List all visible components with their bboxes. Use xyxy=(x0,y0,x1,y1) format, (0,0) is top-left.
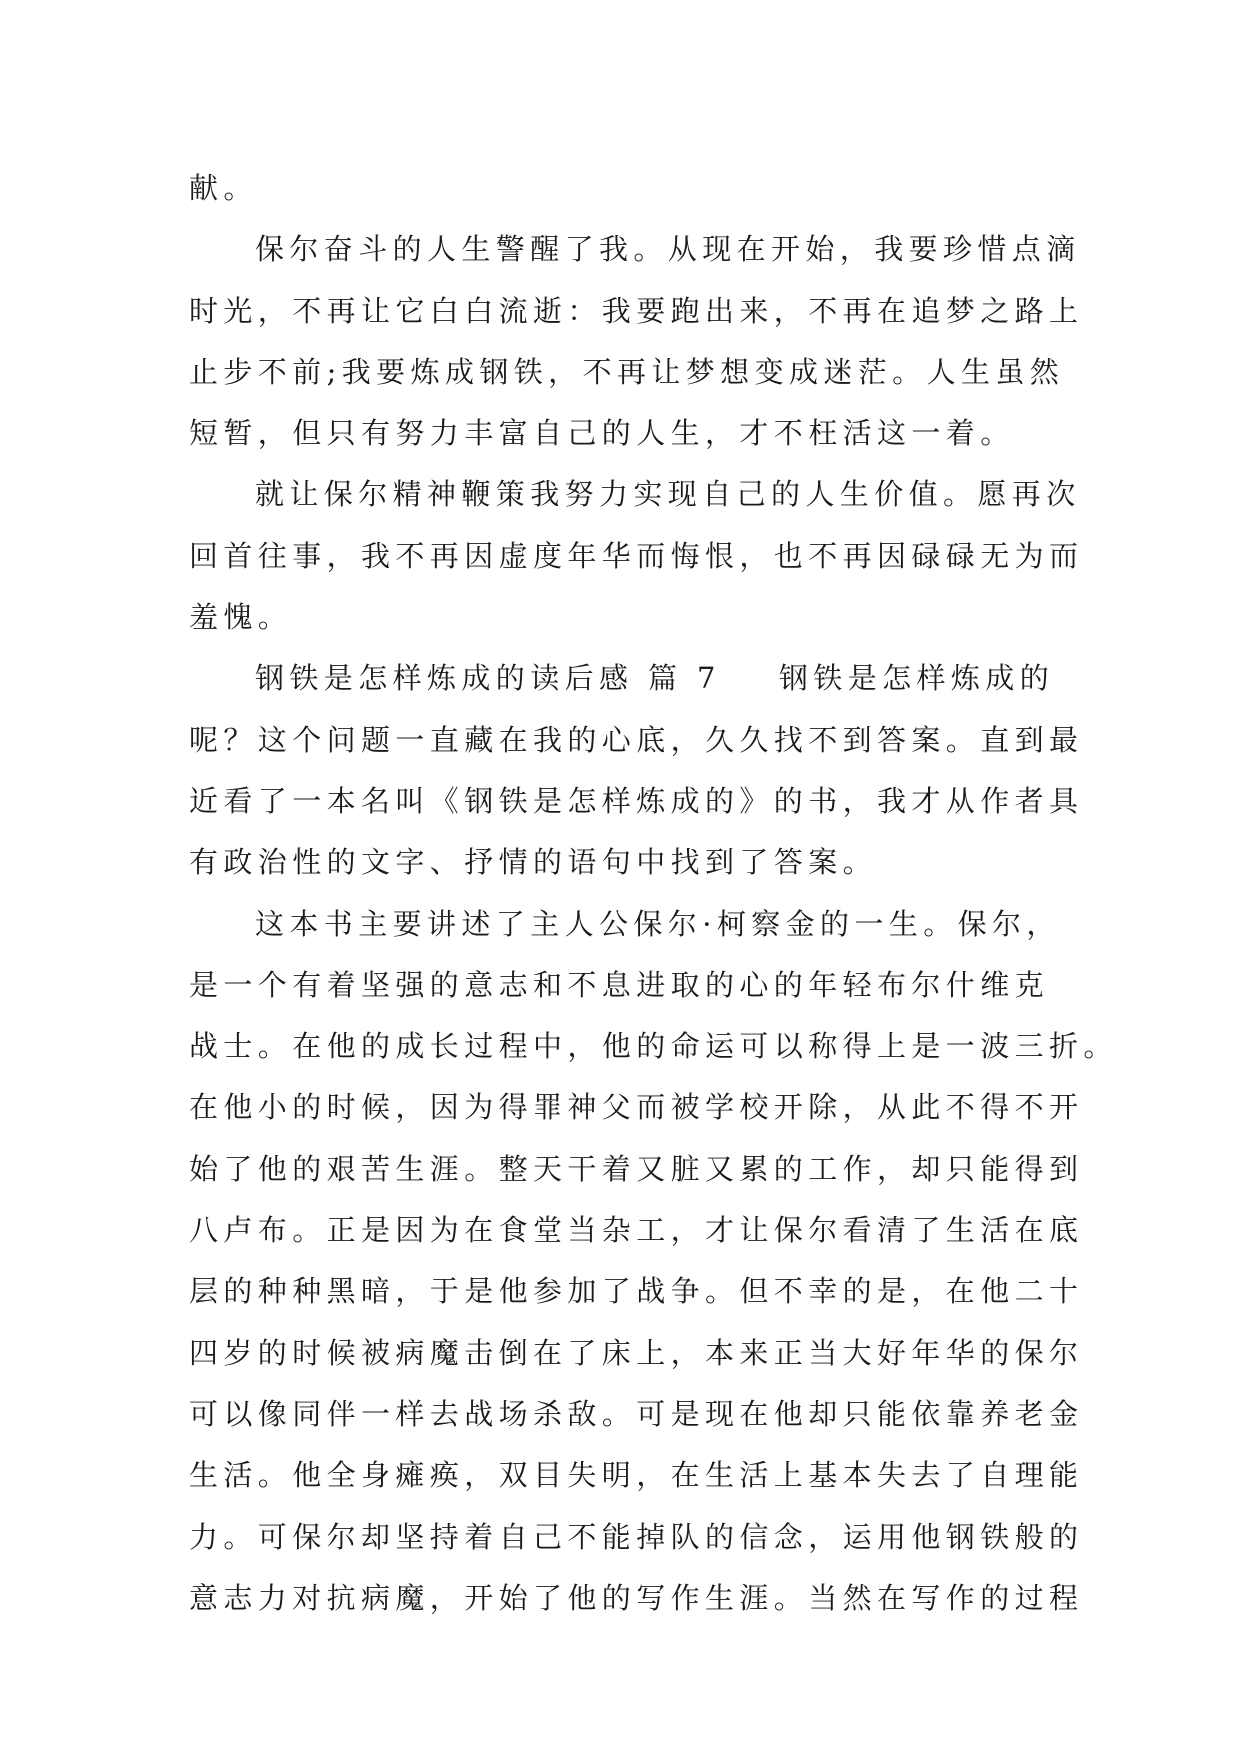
text-line: 战士。在他的成长过程中，他的命运可以称得上是一波三折。 xyxy=(189,1029,1118,1064)
text-line: 献。 xyxy=(189,171,258,205)
text-line: 生活。他全身瘫痪，双目失明，在生活上基本失去了自理能 xyxy=(189,1458,1084,1493)
text-line: 始了他的艰苦生涯。整天干着又脏又累的工作，却只能得到 xyxy=(189,1151,1084,1186)
text-line: 在他小的时候，因为得罪神父而被学校开除，从此不得不开 xyxy=(189,1090,1084,1125)
text-line: 回首往事，我不再因虚度年华而悔恨，也不再因碌碌无为而 xyxy=(189,538,1084,573)
text-line: 时光，不再让它白白流逝：我要跑出来，不再在追梦之路上 xyxy=(189,293,1084,328)
document-body xyxy=(189,158,1118,1629)
text-line: 可以像同伴一样去战场杀敌。可是现在他却只能依靠养老金 xyxy=(189,1396,1084,1431)
text-line: 意志力对抗病魔，开始了他的写作生涯。当然在写作的过程 xyxy=(189,1580,1084,1615)
text-line: 近看了一本名叫《钢铁是怎样炼成的》的书，我才从作者具 xyxy=(189,783,1084,818)
text-line: 就让保尔精神鞭策我努力实现自己的人生价值。愿再次 xyxy=(255,477,1081,512)
text-line: 钢铁是怎样炼成的 xyxy=(778,661,1055,696)
text-line: 八卢布。正是因为在食堂当杂工，才让保尔看清了生活在底 xyxy=(189,1213,1084,1248)
text-line: 力。可保尔却坚持着自己不能掉队的信念，运用他钢铁般的 xyxy=(189,1519,1084,1554)
text-line: 羞愧。 xyxy=(189,600,293,635)
text-line: 止步不前;我要炼成钢铁，不再让梦想变成迷茫。人生虽然 xyxy=(189,354,1065,389)
text-line: 这本书主要讲述了主人公保尔·柯察金的一生。保尔， xyxy=(255,906,1061,941)
text-line: 保尔奋斗的人生警醒了我。从现在开始，我要珍惜点滴 xyxy=(255,232,1081,267)
text-line: 是一个有着坚强的意志和不息进取的心的年轻布尔什维克 xyxy=(189,967,1050,1002)
section-heading-line xyxy=(189,648,1055,709)
text-line: 呢？这个问题一直藏在我的心底，久久找不到答案。直到最 xyxy=(189,722,1084,757)
text-line: 层的种种黑暗，于是他参加了战争。但不幸的是，在他二十 xyxy=(189,1274,1084,1309)
section-heading: 钢铁是怎样炼成的读后感 篇 7 xyxy=(255,661,721,696)
text-line: 有政治性的文字、抒情的语句中找到了答案。 xyxy=(189,845,878,880)
text-line: 四岁的时候被病魔击倒在了床上，本来正当大好年华的保尔 xyxy=(189,1335,1084,1370)
text-line: 短暂，但只有努力丰富自己的人生，才不枉活这一着。 xyxy=(189,416,1015,451)
